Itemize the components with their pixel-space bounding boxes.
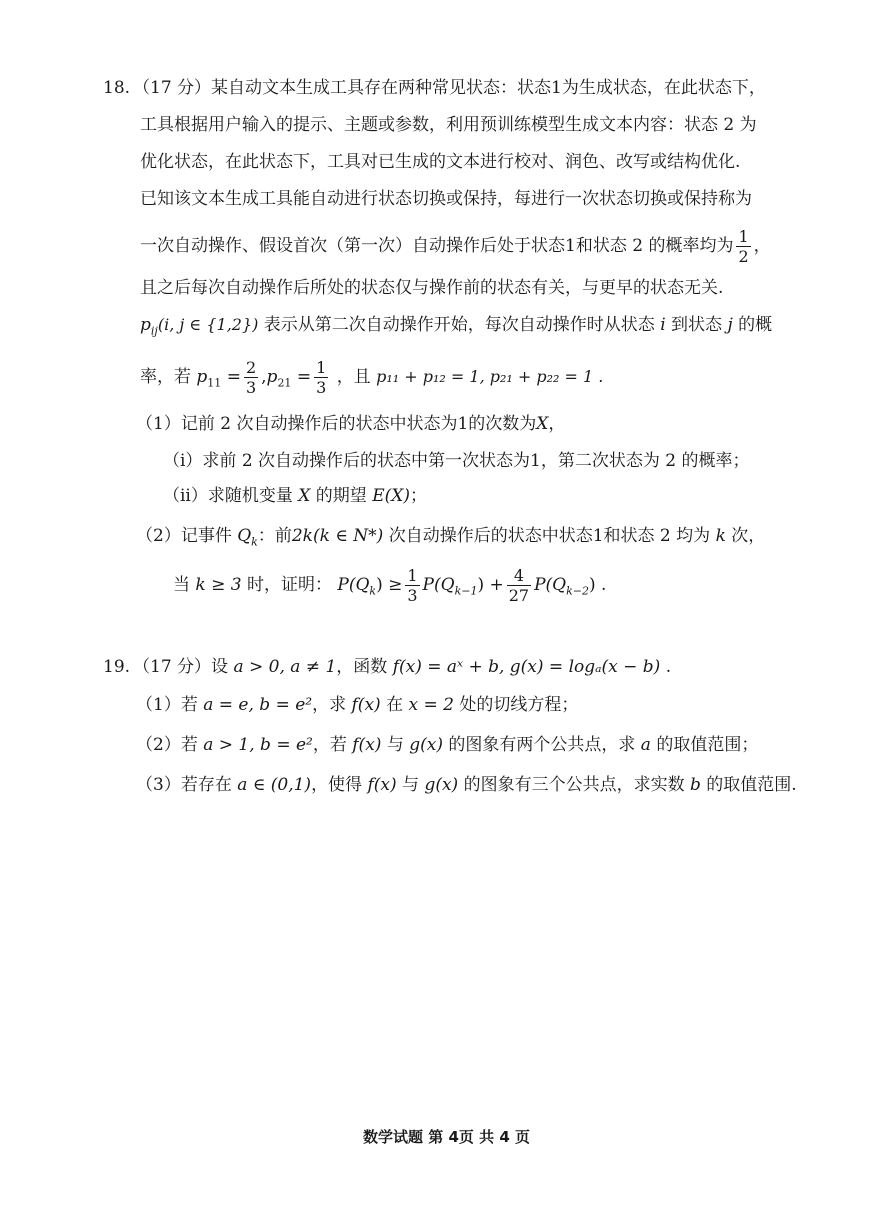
q18-line7-text: 表示从第二次自动操作开始，每次自动操作时从状态 — [263, 315, 655, 335]
frac-den: 27 — [508, 586, 530, 605]
frac-num: 1 — [407, 566, 418, 585]
q19-p2-e: 的取值范围； — [656, 735, 759, 755]
q19-p3-a: （3）若存在 — [136, 775, 232, 795]
fx: f(x) — [351, 695, 381, 715]
q18-line8-a: 率，若 — [140, 367, 191, 387]
q18-part2-b: ：前 — [257, 526, 292, 546]
q18-line-4: 已知该文本生成工具能自动进行状态切换或保持，每进行一次状态切换或保持称为 — [140, 189, 752, 209]
condition-a: a > 0, a ≠ 1 — [233, 657, 337, 677]
q18-part-2 — [136, 524, 765, 554]
q19-p3-e: 的取值范围. — [706, 775, 797, 795]
ineq-a: 当 — [173, 575, 190, 595]
frac-num: 1 — [316, 358, 327, 377]
p21-sub: 21 — [277, 376, 292, 390]
q19-part-1 — [136, 693, 578, 717]
q18-line-5 — [140, 225, 771, 267]
index-set: (i, j ∈ {1,2}) — [157, 315, 259, 334]
q18-part1-tail: ， — [548, 414, 566, 434]
var-b: b — [689, 775, 701, 795]
q18-part2-a: （2）记事件 — [136, 526, 232, 546]
gx: g(x) — [409, 735, 443, 755]
fraction-half — [736, 227, 750, 266]
fraction-two-thirds — [244, 358, 258, 397]
frac-num: 2 — [245, 358, 257, 377]
P-Qk2-sub: k−2 — [566, 584, 589, 598]
p-sub-ij: ij — [150, 324, 158, 338]
frac-den: 2 — [738, 247, 749, 266]
frac-num: 4 — [507, 566, 531, 586]
q19-part-2 — [136, 733, 758, 757]
P-Qk1-sub: k−1 — [454, 584, 478, 598]
q19-p1-values: a = e, b = e² — [203, 695, 313, 715]
q19-p1-b: ，求 — [312, 695, 347, 715]
expectation-EX: E(X) — [372, 486, 410, 506]
q18-line-6: 且之后每次自动操作后所处的状态仅与操作前的状态有关，与更早的状态无关. — [140, 278, 724, 298]
q18-line-2: 工具根据用户输入的提示、主题或参数，利用预训练模型生成文本内容：状态 2 为 — [140, 115, 757, 135]
q19-p3-c: 与 — [402, 775, 420, 795]
p11-sub: 11 — [207, 376, 222, 390]
q18-part-1-ii — [163, 484, 427, 508]
q18-part2-d: 次， — [731, 526, 766, 546]
q18-line7-text2: 到状态 — [671, 315, 723, 335]
probability-sums: p₁₁ + p₁₂ = 1, p₂₁ + p₂₂ = 1 . — [376, 367, 604, 386]
gx: g(x) — [424, 775, 459, 795]
q19-line1-c: . — [660, 657, 672, 677]
q18-line8-b: ，且 — [336, 367, 371, 387]
q19-line1-b: ，函数 — [336, 657, 388, 677]
frac-den: 3 — [407, 586, 418, 605]
frac-num: 1 — [738, 227, 749, 246]
functions-fg: f(x) = aˣ + b, g(x) = logₐ(x − b) — [392, 657, 661, 677]
q18-line5-tail: ， — [753, 236, 771, 256]
ineq-b: 时，证明： — [246, 575, 332, 595]
q19-line1-a: （17 分）设 — [133, 657, 229, 677]
q19-p1-a: （1）若 — [136, 695, 198, 715]
x-eq-2: x = 2 — [408, 695, 454, 715]
q18-part1-text: （1）记前 2 次自动操作后的状态中状态为1的次数为 — [136, 414, 537, 434]
q18-line-3: 优化状态，在此状态下，工具对已生成的文本进行校对、润色、改写或结构优化. — [140, 152, 741, 172]
q18-part1ii-c: ； — [409, 486, 427, 506]
fx: f(x) — [367, 775, 397, 795]
q19-p2-values: a > 1, b = e² — [203, 735, 313, 755]
fraction-one-third — [314, 358, 328, 397]
q19-p2-a: （2）若 — [136, 735, 198, 755]
fraction-four-27 — [507, 566, 531, 605]
q19-part-3 — [136, 773, 797, 797]
q18-line-8 — [140, 356, 603, 404]
eq-sign: = — [291, 367, 312, 387]
frac-den: 3 — [316, 378, 327, 397]
P-Qk2: P(Q — [534, 575, 567, 595]
page-footer: 数学试题 第 4页 共 4 页 — [363, 1128, 530, 1146]
q18-line5-text: 一次自动操作、假设首次（第一次）自动操作后处于状态1和状态 2 的概率均为 — [140, 236, 734, 256]
var-X: X — [298, 486, 311, 506]
comma: , — [261, 367, 267, 387]
fraction-one-third — [405, 566, 419, 605]
event-Q-sub: k — [251, 535, 258, 549]
P-Qk: P(Q — [337, 575, 370, 595]
var-a: a — [640, 735, 651, 755]
eq-sign: = — [221, 367, 241, 387]
state-i: i — [660, 315, 666, 335]
fx: f(x) — [352, 735, 382, 755]
q18-part-1-i: （i）求前 2 次自动操作后的状态中第一次状态为1，第二次状态为 2 的概率； — [163, 451, 750, 471]
q18-line-1: （17 分）某自动文本生成工具存在两种常见状态：状态1为生成状态，在此状态下， — [133, 78, 766, 98]
q18-part-1 — [136, 412, 565, 436]
q19-p3-d: 的图象有三个公共点，求实数 — [463, 775, 685, 795]
var-X: X — [536, 414, 549, 434]
q18-line7-text3: 的概 — [738, 315, 773, 335]
P-Qk1: P(Q — [422, 575, 455, 595]
P-Qk-sub: k — [369, 584, 377, 598]
q18-part1ii-a: （ii）求随机变量 — [163, 486, 293, 506]
p-symbol: p — [140, 315, 151, 335]
q18-number: 18. — [103, 78, 131, 98]
event-Q: Q — [237, 526, 252, 546]
q18-part2-c: 次自动操作后的状态中状态1和状态 2 均为 — [388, 526, 711, 546]
count-2k: 2k(k ∈ N*) — [291, 526, 384, 546]
p21-symbol: p — [266, 367, 278, 387]
q19-p3-b: ，使得 — [311, 775, 363, 795]
q18-part-2-inequality — [173, 564, 606, 612]
q19-number: 19. — [103, 657, 131, 677]
P-Qk-end: ) ≥ — [376, 575, 403, 595]
q19-p2-b: ，若 — [312, 735, 347, 755]
state-j: j — [727, 315, 733, 335]
P-Qk1-end: ) + — [477, 575, 504, 595]
frac-den: 3 — [245, 378, 257, 397]
a-in-interval: a ∈ (0,1) — [237, 775, 312, 795]
var-k: k — [715, 526, 726, 546]
q19-line-1 — [133, 655, 671, 679]
q19-p2-c: 与 — [386, 735, 404, 755]
q18-line-7 — [140, 313, 772, 343]
q19-p2-d: 的图象有两个公共点，求 — [448, 735, 636, 755]
q19-p1-d: 处的切线方程； — [459, 695, 579, 715]
P-Qk2-end: ) . — [589, 575, 607, 595]
p11-symbol: p — [196, 367, 208, 387]
q19-p1-c: 在 — [386, 695, 404, 715]
q18-part1ii-b: 的期望 — [315, 486, 367, 506]
k-geq-3: k ≥ 3 — [195, 575, 242, 595]
